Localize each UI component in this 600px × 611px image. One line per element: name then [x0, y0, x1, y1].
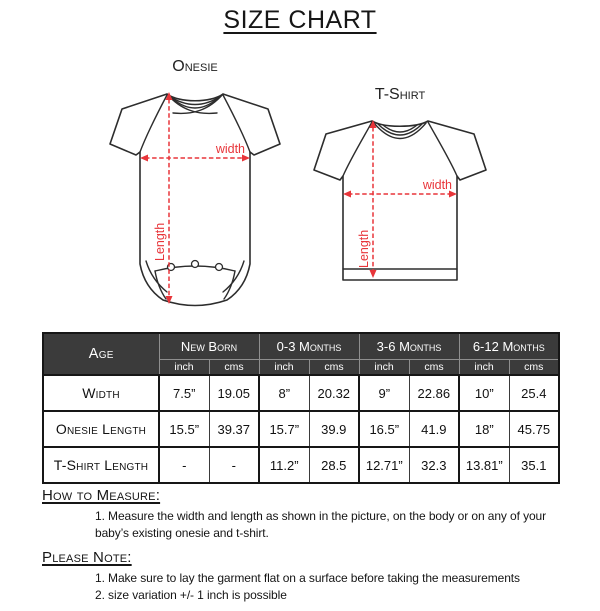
- onesie-snap-2: [192, 261, 199, 268]
- onesie-figure-label: Onesie: [172, 58, 218, 75]
- how-to-measure-heading: How to Measure:: [42, 487, 161, 504]
- please-note-item: 2. size variation +/- 1 inch is possible: [95, 588, 287, 603]
- onesie-diagram: [105, 86, 285, 311]
- row-label-onesie-length: Onesie Length: [43, 411, 159, 447]
- how-to-measure-items: [95, 508, 575, 542]
- cell-value: 28.5: [309, 447, 359, 483]
- cell-value: 13.81”: [459, 447, 509, 483]
- cell-value: 11.2”: [259, 447, 309, 483]
- cell-value: 39.9: [309, 411, 359, 447]
- page-title: SIZE CHART: [223, 6, 377, 34]
- cell-value: 45.75: [509, 411, 559, 447]
- unit-header-inch: inch: [359, 359, 409, 375]
- cell-value: 19.05: [209, 375, 259, 411]
- cell-value: -: [159, 447, 209, 483]
- please-note-heading: Please Note:: [42, 549, 132, 567]
- cell-value: 18”: [459, 411, 509, 447]
- cell-value: 7.5”: [159, 375, 209, 411]
- please-note-item: 1. Make sure to lay the garment flat on a surface before taking the measurements: [95, 571, 520, 586]
- cell-value: 12.71”: [359, 447, 409, 483]
- cell-value: 10”: [459, 375, 509, 411]
- cell-value: -: [209, 447, 259, 483]
- onesie-snap-3: [216, 264, 223, 271]
- how-to-measure-item: 1. Measure the width and length as shown in the picture, on the body or on any of your baby’s existing onesie and t-shirt.: [95, 509, 547, 541]
- cell-value: 39.37: [209, 411, 259, 447]
- onesie-width-dimension-label: width: [215, 142, 245, 156]
- table-row-tshirt-length: [43, 447, 559, 483]
- cell-value: 8”: [259, 375, 309, 411]
- cell-value: 20.32: [309, 375, 359, 411]
- age-column-header: Age: [43, 333, 159, 375]
- cell-value: 32.3: [409, 447, 459, 483]
- group-header-0-3-months: 0-3 Months: [259, 333, 359, 359]
- tshirt-diagram: [310, 110, 490, 285]
- cell-value: 16.5”: [359, 411, 409, 447]
- group-header-newborn: New Born: [159, 333, 259, 359]
- unit-header-inch: inch: [459, 359, 509, 375]
- cell-value: 25.4: [509, 375, 559, 411]
- row-label-tshirt-length: T-Shirt Length: [43, 447, 159, 483]
- unit-header-cms: cms: [209, 359, 259, 375]
- group-header-3-6-months: 3-6 Months: [359, 333, 459, 359]
- cell-value: 35.1: [509, 447, 559, 483]
- onesie-length-dimension-label: Length: [153, 222, 167, 261]
- cell-value: 22.86: [409, 375, 459, 411]
- table-row-width: [43, 375, 559, 411]
- tshirt-outline: [314, 121, 486, 280]
- cell-value: 15.5”: [159, 411, 209, 447]
- table-row-onesie-length: [43, 411, 559, 447]
- unit-header-inch: inch: [259, 359, 309, 375]
- unit-header-inch: inch: [159, 359, 209, 375]
- tshirt-figure-label: T-Shirt: [374, 86, 426, 103]
- onesie-outline: [110, 94, 280, 306]
- unit-header-cms: cms: [309, 359, 359, 375]
- tshirt-length-dimension-label: Length: [357, 229, 371, 268]
- unit-header-cms: cms: [509, 359, 559, 375]
- unit-header-cms: cms: [409, 359, 459, 375]
- cell-value: 41.9: [409, 411, 459, 447]
- cell-value: 9”: [359, 375, 409, 411]
- cell-value: 15.7”: [259, 411, 309, 447]
- row-label-width: Width: [43, 375, 159, 411]
- size-chart-table: [42, 332, 560, 484]
- tshirt-width-dimension-label: width: [422, 178, 452, 192]
- group-header-6-12-months: 6-12 Months: [459, 333, 559, 359]
- please-note-items: [95, 570, 575, 604]
- notes-area: [42, 487, 572, 611]
